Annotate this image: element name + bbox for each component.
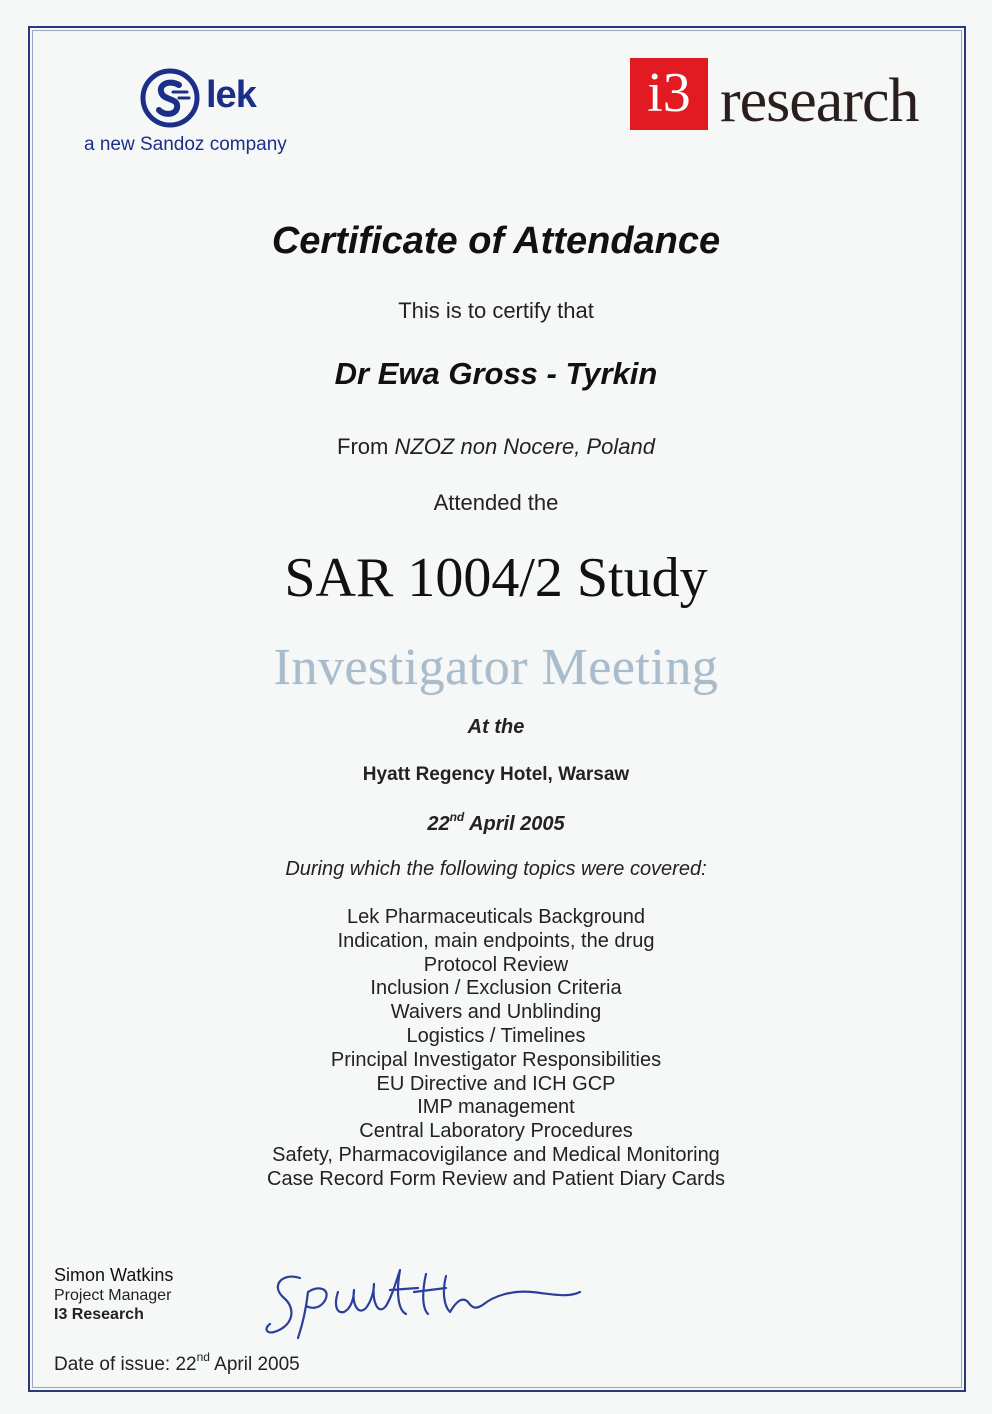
lek-wordmark: lek	[206, 74, 256, 116]
from-place: NZOZ non Nocere, Poland	[394, 434, 655, 459]
topic-item: EU Directive and ICH GCP	[376, 1072, 616, 1095]
recipient-name: Dr Ewa Gross - Tyrkin	[334, 356, 658, 391]
topic-item: Lek Pharmaceuticals Background	[347, 906, 645, 928]
topic-item: Protocol Review	[423, 953, 569, 976]
date-suffix: nd	[449, 810, 465, 824]
lek-tagline: a new Sandoz company	[84, 134, 287, 155]
issue-suffix: nd	[196, 1350, 210, 1364]
i3-wordmark: research	[720, 67, 919, 135]
issue-day: 22	[175, 1354, 197, 1375]
topic-item: Waivers and Unblinding	[390, 1001, 602, 1024]
venue: Hyatt Regency Hotel, Warsaw	[362, 764, 630, 785]
signatory-title: Project Manager	[54, 1287, 172, 1304]
issue-prefix: Date of issue:	[54, 1354, 176, 1375]
certificate-title: Certificate of Attendance	[271, 220, 721, 262]
date-day: 22	[427, 813, 450, 835]
topic-item: Indication, main endpoints, the drug	[337, 929, 655, 952]
issue-date	[54, 1350, 300, 1376]
issue-rest: April 2005	[209, 1354, 300, 1375]
topics-list	[0, 906, 992, 1192]
at-the-line: At the	[467, 716, 525, 738]
handwritten-signature	[262, 1262, 592, 1342]
topic-item: Safety, Pharmacovigilance and Medical Monitoring	[272, 1143, 720, 1166]
lek-emblem-icon	[139, 68, 201, 128]
i3-research-logo	[630, 58, 940, 138]
from-line	[0, 434, 992, 460]
meeting-name: Investigator Meeting	[273, 639, 719, 696]
meeting-date	[0, 810, 992, 836]
signatory-organization: I3 Research	[54, 1306, 144, 1323]
from-prefix: From	[337, 434, 395, 459]
topic-item: Case Record Form Review and Patient Diary Cards	[267, 1167, 725, 1190]
i3-red-box: i3	[630, 58, 708, 130]
topic-item: Principal Investigator Responsibilities	[330, 1048, 662, 1071]
study-name: SAR 1004/2 Study	[284, 547, 708, 609]
certify-line: This is to certify that	[398, 298, 594, 323]
signatory-block	[54, 1264, 173, 1324]
attended-line: Attended the	[433, 490, 559, 515]
topic-item: Logistics / Timelines	[406, 1024, 586, 1047]
topics-intro: During which the following topics were covered:	[285, 858, 707, 880]
lek-logo	[84, 64, 324, 164]
signatory-name: Simon Watkins	[54, 1265, 174, 1285]
topic-item: IMP management	[417, 1096, 575, 1119]
topic-item: Central Laboratory Procedures	[359, 1120, 633, 1143]
topic-item: Inclusion / Exclusion Criteria	[370, 977, 622, 1000]
date-rest: April 2005	[464, 813, 565, 835]
